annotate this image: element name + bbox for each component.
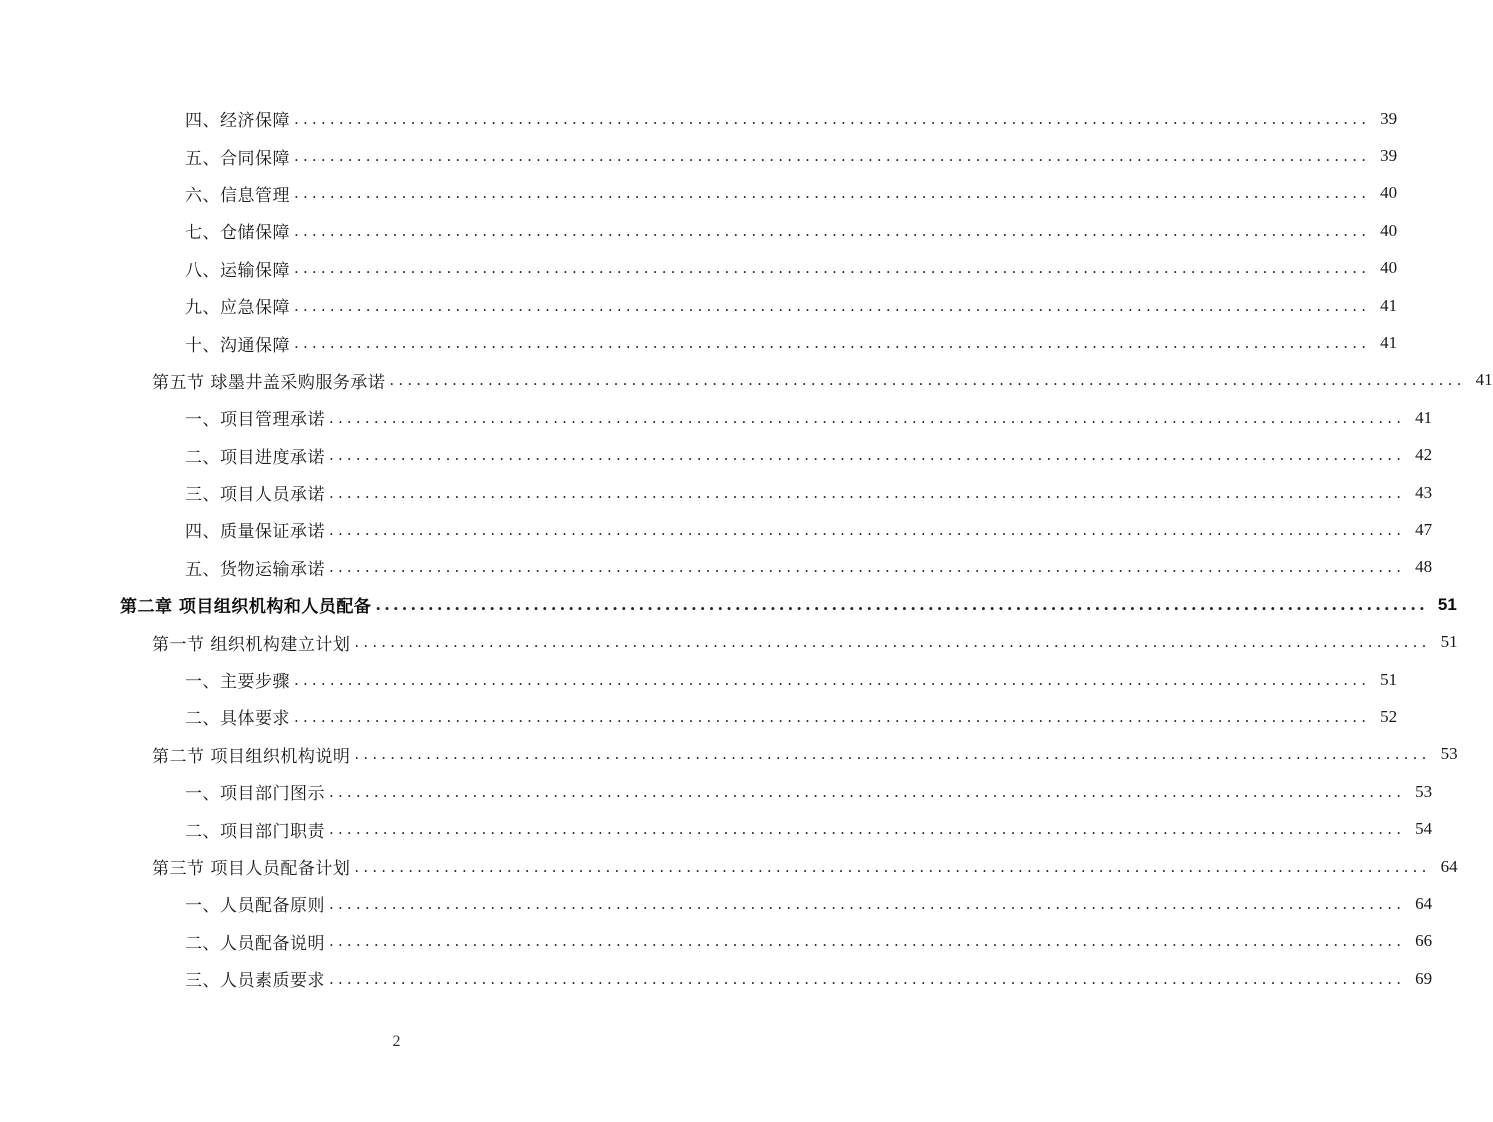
toc-dot-leader: ........................................................................................................................: [329, 782, 1406, 801]
toc-entry[interactable]: [0, 549, 1433, 586]
toc-entry[interactable]: [0, 698, 1398, 735]
toc-entry-page-number: 47: [1415, 519, 1433, 539]
toc-entry-page-number: 40: [1380, 220, 1398, 240]
toc-entry-page-number: 66: [1415, 931, 1433, 951]
toc-entry-label: 二、人员配备说明: [185, 933, 325, 954]
toc-entry-page-number: 48: [1415, 557, 1433, 577]
toc-entry[interactable]: [0, 623, 1458, 660]
toc-entry-page-number: 51: [1437, 594, 1457, 614]
toc-entry-page-number: 43: [1415, 482, 1433, 502]
toc-dot-leader: ........................................................................................................................: [294, 147, 1371, 166]
toc-entry-label: 第一节 组织机构建立计划: [152, 634, 351, 655]
toc-entry-label: 四、质量保证承诺: [185, 522, 325, 543]
toc-entry-label: 第二节 项目组织机构说明: [152, 746, 351, 767]
toc-entry-page-number: 40: [1380, 183, 1398, 203]
toc-dot-leader: ........................................................................................................................: [329, 894, 1406, 913]
toc-dot-leader: ........................................................................................................................: [354, 745, 1431, 764]
toc-dot-leader: ........................................................................................................................: [329, 820, 1406, 839]
toc-entry[interactable]: [0, 437, 1433, 474]
toc-dot-leader: ........................................................................................................................: [294, 296, 1371, 315]
toc-dot-leader: ........................................................................................................................: [294, 670, 1371, 689]
toc-entry[interactable]: [0, 736, 1458, 773]
toc-dot-leader: ........................................................................................................................: [294, 109, 1371, 128]
toc-entry[interactable]: [0, 474, 1433, 511]
page-number: 2: [392, 1033, 401, 1050]
toc-entry[interactable]: [0, 137, 1398, 174]
toc-entry[interactable]: [0, 885, 1433, 922]
toc-entry-label: 二、具体要求: [185, 709, 290, 730]
toc-dot-leader: ........................................................................................................................: [329, 520, 1406, 539]
toc-entry[interactable]: [0, 960, 1433, 997]
toc-entry[interactable]: [0, 661, 1398, 698]
toc-entry-label: 一、项目部门图示: [185, 784, 325, 805]
toc-entry-page-number: 40: [1380, 258, 1398, 278]
toc-entry-label: 一、主要步骤: [185, 672, 290, 693]
toc-dot-leader: ........................................................................................................................: [329, 446, 1406, 465]
toc-entry[interactable]: [0, 923, 1433, 960]
toc-entry-label: 三、人员素质要求: [185, 971, 325, 992]
toc-entry[interactable]: [0, 511, 1433, 548]
toc-dot-leader: ........................................................................................................................: [294, 184, 1371, 203]
toc-entry-label: 第三节 项目人员配备计划: [152, 859, 351, 879]
toc-entry-label: 七、仓储保障: [185, 223, 290, 244]
toc-dot-leader: ........................................................................................................................: [329, 932, 1406, 951]
toc-entry[interactable]: [0, 287, 1398, 324]
toc-entry-page-number: 53: [1415, 781, 1433, 801]
toc-entry[interactable]: [0, 250, 1398, 287]
toc-dot-leader: ........................................................................................................................: [294, 221, 1371, 240]
toc-dot-leader: ........................................................................................................................: [329, 408, 1406, 427]
toc-dot-leader: ........................................................................................................................: [354, 857, 1431, 876]
toc-entry-label: 六、信息管理: [185, 185, 290, 206]
toc-entry[interactable]: [0, 810, 1433, 847]
toc-entry-label: 二、项目部门职责: [185, 821, 325, 842]
toc-entry-page-number: 64: [1415, 893, 1433, 913]
toc-entry[interactable]: [0, 586, 1457, 623]
toc-entry[interactable]: [0, 175, 1398, 212]
toc-entry-page-number: 39: [1380, 108, 1398, 128]
toc-entry-page-number: 51: [1380, 669, 1398, 689]
toc-entry-label: 九、应急保障: [185, 298, 290, 319]
toc-dot-leader: ........................................................................................................................: [375, 595, 1428, 615]
toc-entry-label: 第二章 项目组织机构和人员配备: [120, 597, 372, 618]
toc-entry-page-number: 64: [1440, 856, 1458, 876]
toc-entry[interactable]: [0, 212, 1398, 249]
toc-dot-leader: ........................................................................................................................: [294, 334, 1371, 353]
toc-entry-label: 一、人员配备原则: [185, 896, 325, 917]
toc-dot-leader: ........................................................................................................................: [389, 371, 1466, 390]
toc-entry-label: 十、沟通保障: [185, 335, 290, 356]
toc-entry-page-number: 41: [1380, 295, 1398, 315]
toc-entry-page-number: 51: [1440, 632, 1458, 652]
toc-entry-label: 一、项目管理承诺: [185, 410, 325, 431]
toc-entry-page-number: 54: [1415, 819, 1433, 839]
toc-entry[interactable]: [0, 100, 1398, 137]
toc-entry-label: 八、运输保障: [185, 260, 290, 281]
toc-entry-label: 第五节 球墨井盖采购服务承诺: [152, 372, 386, 393]
table-of-contents: [0, 100, 1493, 997]
toc-dot-leader: ........................................................................................................................: [354, 633, 1431, 652]
toc-entry-page-number: 52: [1380, 706, 1398, 726]
toc-entry[interactable]: [0, 324, 1398, 361]
toc-dot-leader: ........................................................................................................................: [329, 558, 1406, 577]
toc-dot-leader: ........................................................................................................................: [329, 483, 1406, 502]
toc-entry-page-number: 41: [1380, 333, 1398, 353]
toc-entry-page-number: 41: [1475, 370, 1493, 390]
toc-entry-label: 三、项目人员承诺: [185, 485, 325, 506]
toc-entry-page-number: 53: [1440, 744, 1458, 764]
toc-entry-label: 五、货物运输承诺: [185, 559, 325, 580]
toc-dot-leader: ........................................................................................................................: [294, 707, 1371, 726]
toc-dot-leader: ........................................................................................................................: [329, 969, 1406, 988]
toc-entry[interactable]: [0, 399, 1433, 436]
toc-entry[interactable]: [0, 848, 1458, 885]
toc-entry-page-number: 41: [1415, 407, 1433, 427]
toc-entry-page-number: 42: [1415, 445, 1433, 465]
toc-entry-page-number: 69: [1415, 968, 1433, 988]
toc-dot-leader: ........................................................................................................................: [294, 259, 1371, 278]
toc-entry-label: 二、项目进度承诺: [185, 447, 325, 468]
toc-entry[interactable]: [0, 773, 1433, 810]
toc-entry[interactable]: [0, 362, 1493, 399]
toc-entry-page-number: 39: [1380, 146, 1398, 166]
toc-entry-label: 五、合同保障: [185, 148, 290, 169]
toc-entry-label: 四、经济保障: [185, 111, 290, 132]
